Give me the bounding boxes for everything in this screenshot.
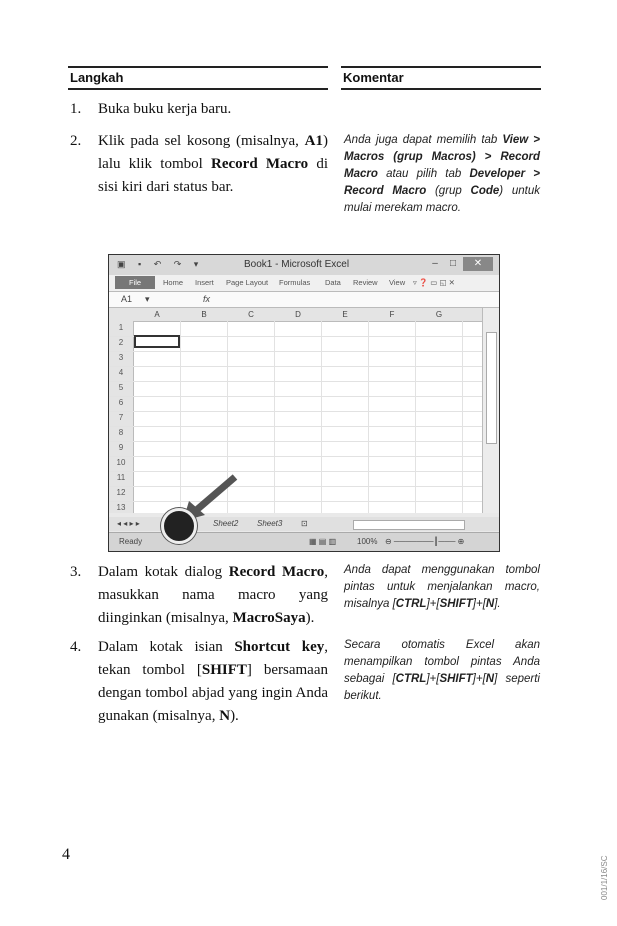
tab-data[interactable]: Data bbox=[325, 278, 341, 287]
grid-line bbox=[109, 426, 482, 427]
grid-line bbox=[415, 321, 416, 513]
grid-line bbox=[462, 321, 463, 513]
grid-line bbox=[109, 351, 482, 352]
row-header[interactable]: 6 bbox=[118, 398, 124, 407]
row-header[interactable]: 1 bbox=[118, 323, 124, 332]
row-header[interactable]: 3 bbox=[118, 353, 124, 362]
grid-line bbox=[109, 471, 482, 472]
tab-insert[interactable]: Insert bbox=[195, 278, 214, 287]
document-code: 001/1/16/SC bbox=[600, 855, 609, 900]
grid-line bbox=[109, 396, 482, 397]
excel-screenshot bbox=[108, 254, 500, 552]
column-header[interactable]: E bbox=[342, 310, 348, 319]
column-header[interactable]: A bbox=[154, 310, 160, 319]
status-text: Ready bbox=[119, 537, 143, 546]
sheet-nav-icons[interactable]: ◂ ◂ ▸ ▸ bbox=[117, 519, 140, 528]
row-header[interactable]: 8 bbox=[118, 428, 124, 437]
step-text: Dalam kotak isian Shortcut key, tekan tombol [SHIFT] bersamaan dengan tombol abjad yang ingin Anda gunakan (misalnya, N). bbox=[98, 639, 328, 724]
step-2 bbox=[70, 130, 328, 199]
column-header[interactable]: B bbox=[201, 310, 207, 319]
grid-line bbox=[109, 501, 482, 502]
row-header[interactable]: 5 bbox=[118, 383, 124, 392]
grid-line bbox=[109, 366, 482, 367]
row-header[interactable]: 2 bbox=[118, 338, 124, 347]
worksheet-grid[interactable] bbox=[109, 308, 482, 513]
fx-label[interactable]: fx bbox=[203, 294, 211, 304]
name-box-dropdown-icon[interactable]: ▾ bbox=[145, 294, 150, 304]
row-header[interactable]: 9 bbox=[118, 443, 124, 452]
insert-sheet-icon[interactable]: ⊡ bbox=[301, 519, 308, 528]
formula-bar bbox=[109, 292, 499, 308]
comment-1: Anda juga dapat memilih tab View > Macros (grup Macros) > Record Macro atau pilih tab Developer > Record Macro (grup Code) untuk mulai merekam macro. bbox=[344, 134, 540, 214]
minimize-icon[interactable]: – bbox=[432, 258, 438, 269]
column-header[interactable]: C bbox=[248, 310, 254, 319]
row-header[interactable]: 11 bbox=[116, 473, 126, 482]
grid-line bbox=[109, 381, 482, 382]
grid-line bbox=[109, 411, 482, 412]
excel-window-title: Book1 - Microsoft Excel bbox=[244, 259, 350, 270]
step-number: 3. bbox=[70, 564, 82, 580]
maximize-icon[interactable]: □ bbox=[449, 258, 457, 269]
horizontal-scrollbar[interactable] bbox=[353, 520, 465, 530]
tab-file[interactable]: File bbox=[115, 276, 155, 289]
zoom-level[interactable]: 100% bbox=[357, 537, 378, 546]
grid-line bbox=[368, 321, 369, 513]
column-headers bbox=[109, 308, 482, 322]
page-number: 4 bbox=[62, 846, 70, 863]
excel-title-bar bbox=[109, 255, 499, 275]
row-header[interactable]: 4 bbox=[118, 368, 124, 377]
grid-line bbox=[109, 441, 482, 442]
step-number: 2. bbox=[70, 133, 82, 149]
sheet-tab-sheet2[interactable]: Sheet2 bbox=[213, 519, 239, 528]
step-text: Dalam kotak dialog Record Macro, masukkan nama macro yang diinginkan (misalnya, MacroSaya). bbox=[98, 564, 328, 626]
name-box[interactable]: A1 bbox=[121, 294, 133, 304]
ribbon-control-icons: ▿ ❓ ▭ ◱ ✕ bbox=[413, 278, 455, 287]
row-header[interactable]: 7 bbox=[118, 413, 124, 422]
sheet-tab-sheet3[interactable]: Sheet3 bbox=[257, 519, 283, 528]
comment-3: Secara otomatis Excel akan menampilkan tombol pintas Anda sebagai [CTRL]+[SHIFT]+[N] seperti berikut. bbox=[344, 639, 540, 702]
selected-cell-a1[interactable] bbox=[134, 335, 180, 348]
step-1 bbox=[70, 98, 328, 121]
close-icon[interactable]: ✕ bbox=[463, 257, 493, 271]
header-langkah: Langkah bbox=[68, 66, 328, 90]
quick-access-icons: ▣ ▪ ↶ ↷ ▾ bbox=[117, 259, 204, 269]
row-header[interactable]: 13 bbox=[116, 503, 126, 512]
step-3 bbox=[70, 561, 328, 630]
scroll-thumb[interactable] bbox=[486, 332, 497, 444]
tab-view[interactable]: View bbox=[389, 278, 406, 287]
tab-page-layout[interactable]: Page Layout bbox=[226, 278, 269, 287]
column-header[interactable]: D bbox=[295, 310, 301, 319]
grid-line bbox=[109, 486, 482, 487]
step-number: 1. bbox=[70, 101, 82, 117]
row-header[interactable]: 12 bbox=[116, 488, 126, 497]
step-number: 4. bbox=[70, 639, 82, 655]
column-header[interactable]: F bbox=[389, 310, 395, 319]
step-4 bbox=[70, 636, 328, 728]
vertical-scrollbar[interactable] bbox=[482, 308, 499, 513]
step-text: Buka buku kerja baru. bbox=[98, 101, 232, 117]
ribbon-tabs bbox=[109, 275, 499, 292]
row-header[interactable]: 10 bbox=[116, 458, 126, 467]
tab-review[interactable]: Review bbox=[353, 278, 378, 287]
column-header[interactable]: G bbox=[435, 310, 443, 319]
record-macro-button[interactable] bbox=[161, 508, 197, 544]
grid-line bbox=[321, 321, 322, 513]
tab-home[interactable]: Home bbox=[163, 278, 184, 287]
zoom-slider[interactable]: ⊖ ───────┃─── ⊕ bbox=[385, 537, 465, 546]
comment-2: Anda dapat menggunakan tombol pintas untuk menjalankan macro, misalnya [CTRL]+[SHIFT]+[N]. bbox=[344, 564, 540, 610]
grid-line bbox=[274, 321, 275, 513]
step-text: Klik pada sel kosong (misalnya, A1) lalu klik tombol Record Macro di sisi kiri dari status bar. bbox=[98, 133, 328, 195]
header-komentar: Komentar bbox=[341, 66, 541, 90]
view-buttons-icons[interactable]: ▦ ▤ ▥ bbox=[309, 537, 337, 546]
tab-formulas[interactable]: Formulas bbox=[279, 278, 311, 287]
grid-line bbox=[109, 456, 482, 457]
